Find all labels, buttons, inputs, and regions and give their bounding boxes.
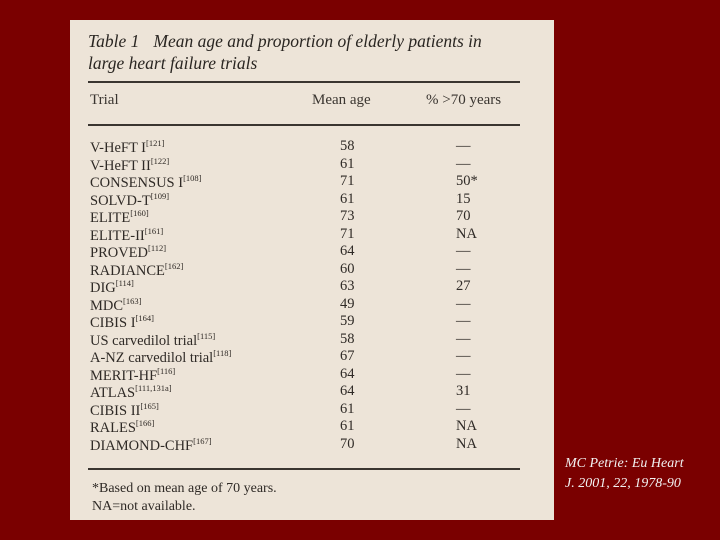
reference-superscript: [116]: [157, 365, 176, 376]
trial-label: CIBIS II: [90, 402, 141, 419]
reference-superscript: [162]: [164, 260, 184, 271]
pct-over-70-cell: 70: [456, 208, 471, 224]
mean-age-cell: 67: [340, 348, 355, 364]
table-title-line1: Mean age and proportion of elderly patients in: [153, 31, 482, 51]
scanned-table-image: [70, 20, 554, 520]
reference-superscript: [161]: [144, 225, 164, 236]
pct-over-70-cell: NA: [456, 225, 477, 242]
reference-superscript: [108]: [183, 173, 202, 183]
reference-superscript: [115]: [197, 330, 216, 341]
trial-label: MERIT-HF: [90, 367, 158, 384]
pct-over-70-cell: —: [456, 138, 471, 154]
table-row: [70, 243, 550, 260]
trial-label: US carvedilol trial: [90, 332, 198, 349]
table-title-line2: large heart failure trials: [88, 53, 258, 73]
mean-age-cell: 61: [340, 400, 355, 417]
trial-name: [90, 331, 215, 350]
reference-superscript: [111,131a]: [135, 383, 172, 393]
citation-line2: J. 2001, 22, 1978-90: [565, 476, 681, 491]
table-row: [70, 156, 550, 173]
mean-age-cell: 70: [340, 435, 355, 452]
pct-over-70-cell: 27: [456, 278, 471, 294]
table-row: [70, 261, 550, 278]
table-row: [70, 208, 550, 225]
trial-name: [90, 243, 166, 262]
mean-age-cell: 64: [340, 365, 355, 382]
mean-age-cell: 60: [340, 260, 355, 277]
trial-name: [90, 261, 183, 280]
reference-superscript: [167]: [193, 435, 212, 446]
trial-label: DIAMOND-CHF: [90, 437, 194, 454]
pct-over-70-cell: —: [456, 348, 471, 364]
trial-label: DIG: [90, 280, 116, 296]
trial-name: [90, 156, 169, 175]
reference-superscript: [109]: [150, 190, 170, 201]
table-title: [88, 30, 548, 74]
trial-label: A-NZ carvedilol trial: [90, 350, 214, 366]
trial-label: SOLVD-T: [90, 192, 151, 209]
trial-name: [90, 226, 163, 245]
reference-superscript: [163]: [123, 295, 142, 306]
mean-age-cell: 71: [340, 173, 355, 189]
trial-label: ELITE: [90, 210, 131, 226]
pct-over-70-cell: —: [456, 243, 471, 259]
trial-label: MDC: [90, 297, 124, 314]
pct-over-70-cell: NA: [456, 418, 477, 434]
bottom-rule: [88, 468, 520, 470]
pct-over-70-cell: 50*: [456, 173, 478, 189]
reference-superscript: [112]: [148, 243, 167, 253]
mean-age-cell: 73: [340, 208, 355, 224]
trial-label: RALES: [90, 420, 136, 436]
table-row: [70, 191, 550, 208]
table-row: [70, 313, 550, 330]
pct-over-70-cell: 31: [456, 383, 471, 399]
table-row: [70, 383, 550, 400]
table-row: [70, 138, 550, 155]
mean-age-cell: 49: [340, 295, 355, 312]
reference-superscript: [160]: [130, 208, 149, 218]
pct-over-70-cell: —: [456, 295, 471, 312]
citation-line1: MC Petrie: Eu Heart: [565, 456, 684, 471]
trial-name: [90, 418, 154, 437]
table-row: [70, 366, 550, 383]
table-row: [70, 278, 550, 295]
table-row: [70, 173, 550, 190]
trial-name: [90, 383, 172, 402]
column-header-trial: Trial: [90, 92, 119, 108]
header-rule: [88, 124, 520, 126]
reference-superscript: [122]: [150, 155, 170, 166]
trial-name: [90, 173, 201, 192]
mean-age-cell: 58: [340, 330, 355, 347]
pct-over-70-cell: —: [456, 330, 471, 347]
column-header-pct-over-70: % >70 years: [426, 92, 502, 108]
trial-name: [90, 191, 169, 210]
reference-superscript: [118]: [213, 348, 232, 358]
trial-name: [90, 436, 212, 455]
footnote-na: NA=not available.: [92, 499, 196, 514]
trial-name: [90, 366, 175, 385]
pct-over-70-cell: —: [456, 365, 471, 382]
trial-label: CONSENSUS I: [90, 175, 184, 191]
trial-name: [90, 313, 154, 332]
mean-age-cell: 64: [340, 383, 355, 399]
trial-name: [90, 401, 159, 420]
trial-name: [90, 296, 141, 315]
trial-name: [90, 208, 149, 227]
reference-superscript: [165]: [140, 400, 159, 411]
trial-label: ATLAS: [90, 385, 136, 401]
trial-name: [90, 138, 164, 157]
table-row: [70, 436, 550, 453]
citation: [565, 454, 684, 494]
trial-label: CIBIS I: [90, 315, 136, 331]
mean-age-cell: 59: [340, 313, 355, 329]
mean-age-cell: 58: [340, 138, 355, 154]
footnote-asterisk: *Based on mean age of 70 years.: [92, 481, 277, 496]
column-header-mean-age: Mean age: [312, 92, 371, 108]
table-row: [70, 348, 550, 365]
trial-label: V-HeFT II: [90, 157, 151, 174]
reference-superscript: [121]: [146, 138, 165, 148]
mean-age-cell: 64: [340, 243, 355, 259]
pct-over-70-cell: NA: [456, 435, 477, 452]
mean-age-cell: 61: [340, 190, 355, 207]
mean-age-cell: 61: [340, 418, 355, 434]
pct-over-70-cell: —: [456, 155, 471, 172]
pct-over-70-cell: —: [456, 260, 471, 277]
pct-over-70-cell: 15: [456, 190, 471, 207]
table-row: [70, 331, 550, 348]
mean-age-cell: 61: [340, 155, 355, 172]
table-row: [70, 401, 550, 418]
trial-name: [90, 278, 134, 297]
reference-superscript: [166]: [135, 418, 155, 428]
table-row: [70, 418, 550, 435]
pct-over-70-cell: —: [456, 400, 471, 417]
trial-label: PROVED: [90, 245, 149, 261]
mean-age-cell: 63: [340, 278, 355, 294]
table-row: [70, 296, 550, 313]
mean-age-cell: 71: [340, 225, 355, 242]
trial-name: [90, 348, 231, 367]
table-row: [70, 226, 550, 243]
trial-label: RADIANCE: [90, 262, 165, 279]
trial-label: V-HeFT I: [90, 140, 146, 156]
pct-over-70-cell: —: [456, 313, 471, 329]
trial-label: ELITE-II: [90, 227, 145, 244]
reference-superscript: [114]: [115, 278, 134, 288]
top-rule: [88, 81, 520, 83]
table-number: Table 1: [88, 31, 140, 51]
reference-superscript: [164]: [135, 313, 154, 323]
